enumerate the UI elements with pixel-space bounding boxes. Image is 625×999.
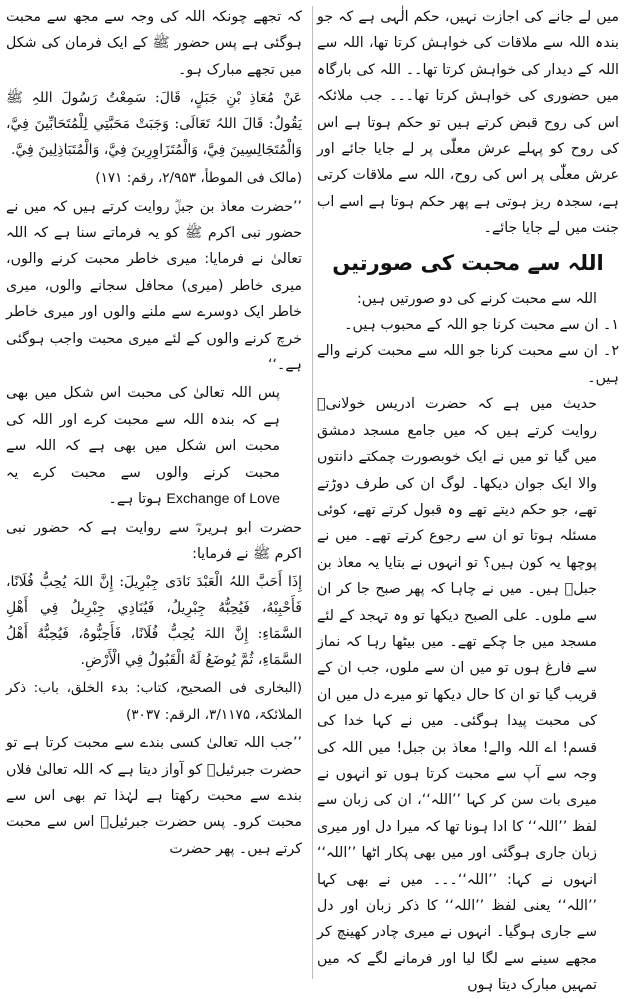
exchange-text: پس اللہ تعالیٰ کی محبت اس شکل میں بھی ہے کہ بندہ اللہ سے محبت کرے اور اللہ کی محبت اس شکل میں بھی ہے کہ اللہ سے محبت کرنے والوں سے محبت کرے یہ <box>6 385 280 481</box>
paragraph-abu-hurairah: حضرت ابو ہریرہؓ سے روایت ہے کہ حضور نبی اکرم ﷺ نے فرمایا: <box>6 519 302 562</box>
hadith-2-reference: (البخاری فی الصحیح، کتاب: بدء الخلق، باب: ذکر الملائکۃ، ۳/۱۱۷۵، الرقم: ۳۰۳۷) <box>6 680 302 723</box>
list-item-1: ۱۔ ان سے محبت کرنا جو اللہ کے محبوب ہیں۔ <box>344 317 619 334</box>
hadith-1-translation: ’’حضرت معاذ بن جبلؓ روایت کرتے ہیں کہ میں نے حضور نبی اکرم ﷺ کو یہ فرماتے سنا ہے کہ اللہ تعالیٰ نے فرمایا: میری خاطر محبت کرنے والوں، میری خاطر (میری) محافل سجانے والوں، میری خاطر ایک دوسرے سے ملنے والوں اور میری خاطر خرچ کرنے والوں کے لئے میری محبت واجب ہوگئی ہے۔‘‘ <box>6 198 302 374</box>
hadith-2-translation: ’’جب اللہ تعالیٰ کسی بندے سے محبت کرتا ہے تو حضرت جبرئیلؑ کو آواز دیتا ہے کہ اللہ تعالیٰ فلاں بندے سے محبت رکھتا ہے لہٰذا تم بھی اس سے محبت کرو۔ پس حضرت جبرئیلؑ اس سے محبت کرتے ہیں۔ پھر حضرت <box>6 735 302 857</box>
paragraph-congratulation: کہ تجھے چونکہ اللہ کی وجہ سے مجھ سے محبت ہوگئی ہے پس حضور ﷺ کے ایک فرمان کی شکل میں تجھے مبارک ہو۔ <box>6 9 302 78</box>
left-column <box>6 4 302 981</box>
hadith-1-arabic: عَنْ مُعَاذِ بْنِ جَبَلٍ، قَالَ: سَمِعْتُ رَسُولَ اللہِ ﷺ يَقُولُ: قَالَ اللہُ تَعَالَى: وَجَبَتْ مَحَبَّتِي لِلْمُتَحَابِّينَ فِيَّ، وَالْمُتَجَالِسِينَ فِيَّ، وَالْمُتَزَاوِرِينَ فِيَّ، وَالْمُتَبَاذِلِينَ فِيَّ. <box>6 90 302 159</box>
paragraph-ascension: میں لے جانے کی اجازت نہیں، حکم الٰہی ہے کہ جو بندہ اللہ سے ملاقات کی خواہش کرتا تھا، اللہ سے اللہ کے دیدار کی خواہش کرتا تھا۔۔ اللہ کی بارگاہ میں حضوری کی خواہش کرتا تھا۔۔۔ جب ملائکہ اس کی روح قبض کرتے ہیں تو حکم ہوتا ہے اس کی روح کو پہلے عرش معلّٰی پر لے جایا جائے اور عرش معلّٰی پر اس کی روح، اللہ سے ملاقات کرتی ہے، سجدہ ریز ہوتی ہے پھر حکم ہوتا ہے اسے اب جنت میں لے جایا جائے۔ <box>317 9 619 237</box>
hadith-1-reference: (مالک فی الموطأ، ۲/۹۵۳، رقم: ۱۷۱) <box>95 170 302 187</box>
forms-intro: اللہ سے محبت کرنے کی دو صورتیں ہیں: <box>356 290 597 307</box>
paragraph-idris-narration: حدیث میں ہے کہ حضرت ادریس خولانیؒ روایت کرتے ہیں کہ میں جامع مسجد دمشق میں گیا تو میں نے ایک خوبصورت چمکتے دانتوں والا ایک جوان دیکھا۔ لوگ ان کی طرف دوڑتے تھے، جو حکم دیتے تھے وہ قبول کرتے تھے، کوئی مسئلہ ہوتا تو ان سے رجوع کرتے تھے۔ میں نے پوچھا یہ کون ہیں؟ تو انہوں نے بتایا یہ معاذ بن جبلؓ ہیں۔ میں نے چاہا کہ پھر صبح جا کر ان سے ملوں۔ علی الصبح دیکھا تو وہ تہجد کے لئے مسجد میں جا چکے تھے۔ میں بیٹھا رہا کہ نماز سے فارغ ہوں تو میں ان سے ملوں، جب ان کے قریب گیا تو ان کا حال دیکھا تو میرے دل میں ان کی محبت پیدا ہوگئی۔ میں نے کہا خدا کی قسم! اے اللہ والے! معاذ بن جبل! میں اللہ کی وجہ سے آپ سے محبت کرتا ہوں تو انہوں نے میری بات سن کر کہا ’’اللہ‘‘، ان کی زبان سے لفظ ’’اللہ‘‘ کا ادا ہونا تھا کہ میرا دل اور میری زبان جاری ہوگئی اور میں بھی پکار اٹھا ’’اللہ‘‘ انہوں نے کہا: ’’اللہ‘‘۔۔۔ میں نے بھی کہا ’’اللہ‘‘ یعنی لفظ ’’اللہ‘‘ کا ذکر زبان اور دل سے جاری ہوگیا۔ انہوں نے میری چادر کھینچ کر مجھے سینے سے لگا لیا اور فرمانے لگے کہ میں تمہیں مبارک دیتا ہوں <box>317 396 597 994</box>
list-item-2: ۲۔ ان سے محبت کرنا جو اللہ سے محبت کرنے والے ہیں۔ <box>317 343 619 386</box>
exchange-text-end: ہوتا ہے۔ <box>108 491 162 508</box>
right-column <box>317 4 619 994</box>
paragraph-exchange-of-love <box>6 380 302 512</box>
hadith-2-arabic: إِذَا أَحَبَّ اللہُ الْعَبْدَ نَادَى جِبْرِيلَ: إِنَّ اللہَ يُحِبُّ فُلَانًا، فَأَحْبِبْهُ، فَيُحِبُّهُ جِبْرِيلُ، فَيُنَادِي جِبْرِيلُ فِي أَهْلِ السَّمَاءِ: إِنَّ اللہَ يُحِبُّ فُلَانًا، فَأَحِبُّوهُ، فَيُحِبُّهُ أَهْلُ السَّمَاءِ، ثُمَّ يُوضَعُ لَهُ الْقَبُولُ فِي الْأَرْضِ. <box>6 574 302 669</box>
section-heading: اللہ سے محبت کی صورتیں <box>332 250 604 275</box>
column-divider <box>312 6 313 979</box>
exchange-of-love-phrase: Exchange of Love <box>166 491 280 508</box>
